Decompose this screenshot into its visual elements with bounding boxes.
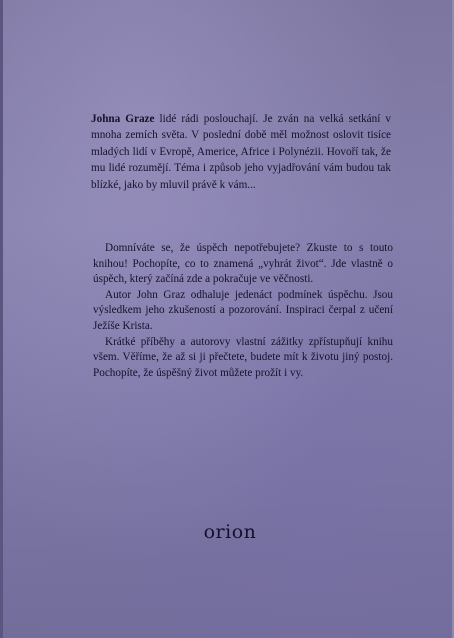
intro-text: lidé rádi poslouchají. Je zván na velká setkání v mnoha zemích světa. V poslední době měl možnost oslovit tisíce mladých lidí v Evropě, Americe, Africe i Polynézii. Hovoří tak, že mu lidé rozumějí. Téma i způsob jeho vyjadřování vám budou tak blízké, jako by mluvil právě k vám... [91,113,391,191]
blurb-paragraph-1: Domníváte se, že úspěch nepotřebujete? Zkuste to s touto knihou! Pochopíte, co to znamená „vyhrát život“. Jde vlastně o úspěch, který začíná zde a pokračuje ve věčnosti. [93,242,393,286]
blurb-body [93,241,393,381]
publisher-logo: orion [203,521,257,543]
blurb-paragraph-3: Krátké příběhy a autorovy vlastní zážitky zpřístupňují knihu všem. Věříme, že až si ji přečtete, budete mít k životu jiný postoj. Pochopíte, že úspěšný život můžete prožít i vy. [93,335,393,379]
intro-paragraph [91,111,391,193]
blurb-paragraph-2: Autor John Graz odhaluje jedenáct podmínek úspěchu. Jsou výsledkem jeho zkušeností a pozorování. Inspiraci čerpal z učení Ježíše Krista. [93,288,393,332]
author-name: Johna Graze [91,113,155,125]
